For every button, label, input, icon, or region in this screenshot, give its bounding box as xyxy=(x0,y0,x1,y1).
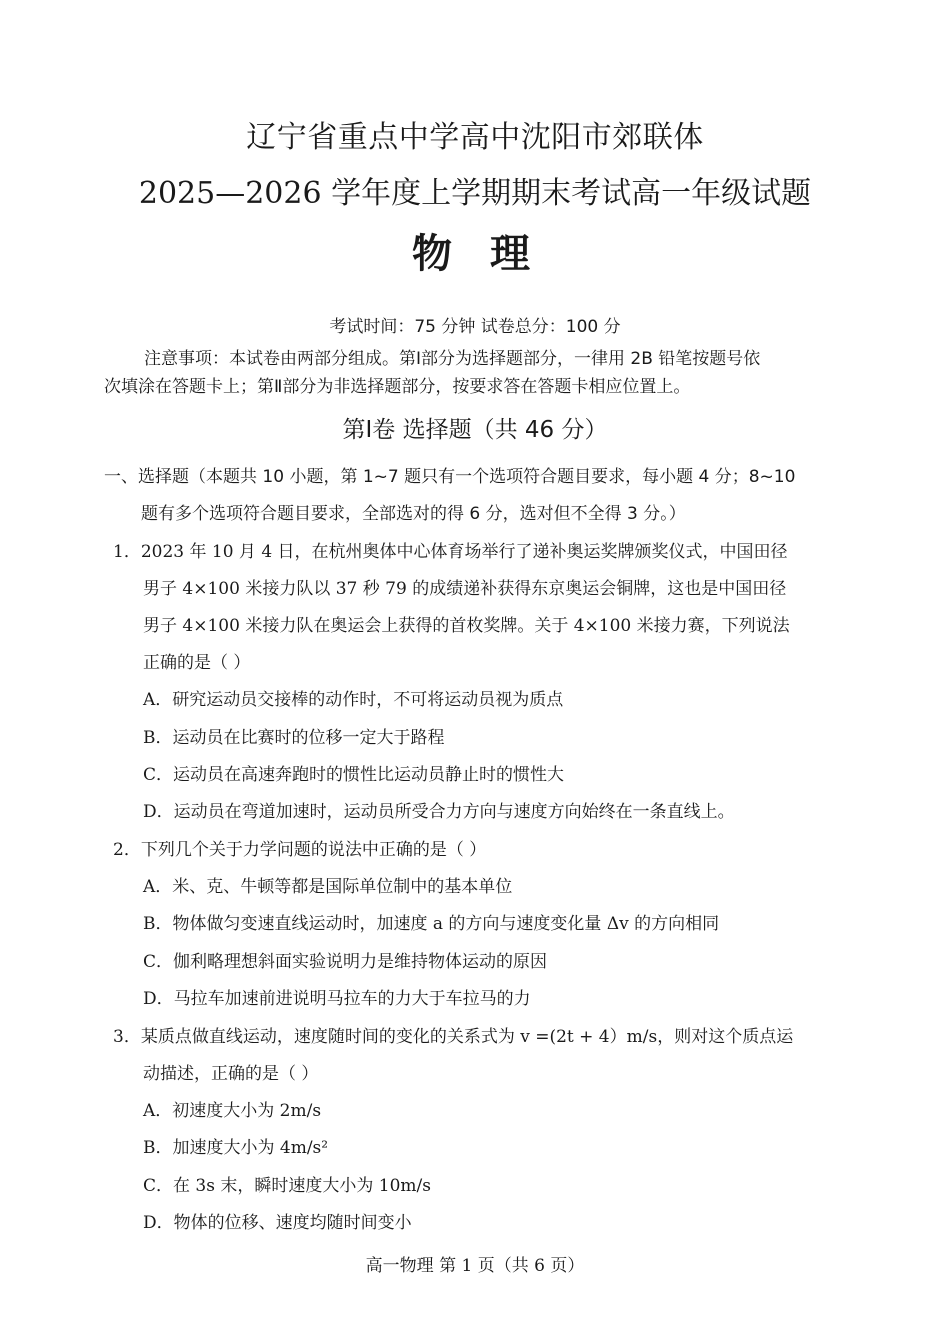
question-1-stem-line3: 男子 4×100 米接力队在奥运会上获得的首枚奖牌。关于 4×100 米接力赛，下列说法 xyxy=(143,616,790,636)
question-1-option-d: D．运动员在弯道加速时，运动员所受合力方向与速度方向始终在一条直线上。 xyxy=(143,802,735,822)
section-instruction-line2: 题有多个选项符合题目要求，全部选对的得 6 分，选对但不全得 3 分。） xyxy=(141,504,686,524)
question-3-option-a: A．初速度大小为 2m/s xyxy=(143,1101,322,1121)
question-2-option-a: A．米、克、牛顿等都是国际单位制中的基本单位 xyxy=(143,877,513,897)
question-2-option-d: D．马拉车加速前进说明马拉车的力大于车拉马的力 xyxy=(143,989,531,1009)
section-instruction-line1: 一、选择题（本题共 10 小题，第 1~7 题只有一个选项符合题目要求，每小题 4 分；8~10 xyxy=(104,467,796,487)
question-3-stem-line1: 3．某质点做直线运动，速度随时间的变化的关系式为 v =(2t + 4）m/s，则对这个质点运 xyxy=(113,1027,794,1047)
question-1-option-a: A．研究运动员交接棒的动作时，不可将运动员视为质点 xyxy=(143,690,564,710)
question-1-stem-line1: 1．2023 年 10 月 4 日，在杭州奥体中心体育场举行了递补奥运奖牌颁奖仪式，中国田径 xyxy=(113,542,788,562)
question-3-option-d: D．物体的位移、速度均随时间变小 xyxy=(143,1213,412,1233)
notice-line1: 注意事项：本试卷由两部分组成。第Ⅰ部分为选择题部分，一律用 2B 铅笔按题号依 xyxy=(144,349,761,369)
question-2-option-c: C．伽利略理想斜面实验说明力是维持物体运动的原因 xyxy=(143,952,548,972)
question-2-stem-line1: 2．下列几个关于力学问题的说法中正确的是（ ） xyxy=(113,840,487,860)
exam-title-line1: 辽宁省重点中学高中沈阳市郊联体 xyxy=(246,120,704,155)
section-title: 第Ⅰ卷 选择题（共 46 分） xyxy=(342,417,608,443)
subject-title: 物理 xyxy=(412,230,568,277)
question-3-option-b: B．加速度大小为 4m/s² xyxy=(143,1138,329,1158)
notice-line2: 次填涂在答题卡上；第Ⅱ部分为非选择题部分，按要求答在答题卡相应位置上。 xyxy=(104,377,691,397)
question-2-option-b: B．物体做匀变速直线运动时，加速度 a 的方向与速度变化量 Δv 的方向相同 xyxy=(143,914,720,934)
question-3-option-c: C．在 3s 末，瞬时速度大小为 10m/s xyxy=(143,1176,431,1196)
question-1-stem-line4: 正确的是（ ） xyxy=(143,653,251,673)
question-3-stem-line2: 动描述，正确的是（ ） xyxy=(143,1064,319,1084)
question-1-option-c: C．运动员在高速奔跑时的惯性比运动员静止时的惯性大 xyxy=(143,765,565,785)
exam-title-line2: 2025—2026 学年度上学期期末考试高一年级试题 xyxy=(138,176,812,211)
question-1-option-b: B．运动员在比赛时的位移一定大于路程 xyxy=(143,728,445,748)
question-1-stem-line2: 男子 4×100 米接力队以 37 秒 79 的成绩递补获得东京奥运会铜牌，这也是中国田径 xyxy=(143,579,787,599)
exam-info: 考试时间：75 分钟 试卷总分：100 分 xyxy=(329,317,621,337)
page-footer: 高一物理 第 1 页（共 6 页） xyxy=(365,1256,585,1276)
